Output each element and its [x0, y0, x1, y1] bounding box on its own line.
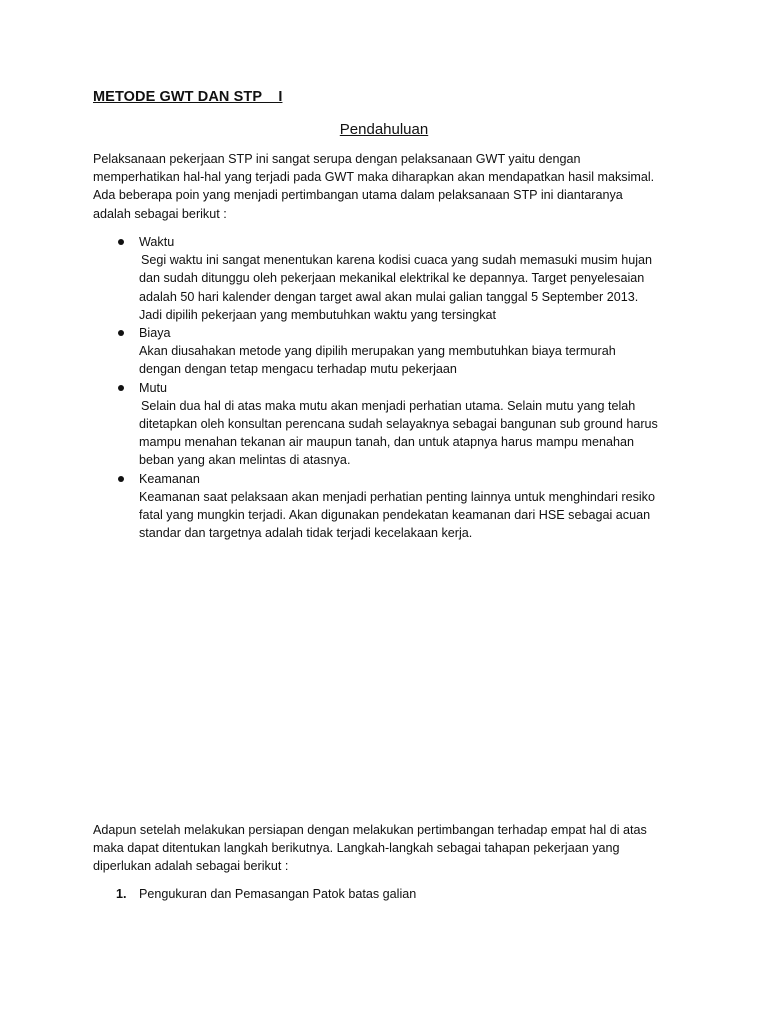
closing-line: Adapun setelah melakukan persiapan dengan melakukan pertimbangan terhadap empat hal di atas: [93, 823, 647, 837]
bullet-label: Biaya: [139, 326, 171, 340]
bullet-body: [139, 342, 699, 378]
section-heading: Pendahuluan: [339, 121, 429, 138]
bullet-line: standar dan targetnya adalah tidak terjadi kecelakaan kerja.: [139, 526, 473, 541]
bullet-label: Mutu: [139, 380, 167, 395]
intro-line: Pelaksanaan pekerjaan STP ini sangat serupa dengan pelaksanaan GWT yaitu dengan: [93, 152, 581, 166]
bullet-icon: [118, 385, 124, 391]
bullet-line: adalah 50 hari kalender dengan target awal akan mulai galian tanggal 5 September 2013.: [139, 289, 639, 304]
bullet-line: Segi waktu ini sangat menentukan karena kodisi cuaca yang sudah memasuki musim hujan: [141, 253, 653, 268]
bullet-item-keamanan: [0, 470, 768, 543]
bullet-line: dan sudah ditunggu oleh pekerjaan mekanikal elektrikal ke depannya. Target penyelesaian: [139, 271, 645, 286]
closing-line: maka dapat ditentukan langkah berikutnya. Langkah-langkah sebagai tahapan pekerjaan yang: [93, 841, 620, 856]
document-title: METODE GWT DAN STP I: [93, 89, 283, 105]
bullet-line: mampu menahan tekanan air maupun tanah, dan untuk atapnya harus mampu menahan: [139, 435, 634, 450]
bullet-icon: [118, 476, 124, 482]
bullet-icon: [118, 239, 124, 245]
bullet-line: fatal yang mungkin terjadi. Akan digunakan pendekatan keamanan dari HSE sebagai acuan: [139, 507, 651, 522]
bullet-icon: [118, 330, 124, 336]
bullet-line: Jadi dipilih pekerjaan yang membutuhkan waktu yang tersingkat: [139, 307, 497, 322]
bullet-line: Keamanan saat pelaksaan akan menjadi perhatian penting lainnya untuk menghindari resiko: [139, 489, 655, 504]
bullet-item-mutu: [0, 379, 768, 470]
bullet-body: [139, 488, 699, 543]
intro-line: Ada beberapa poin yang menjadi pertimbangan utama dalam pelaksanaan STP ini diantaranya: [93, 188, 623, 203]
bullet-line: Selain dua hal di atas maka mutu akan menjadi perhatian utama. Selain mutu yang telah: [141, 398, 636, 413]
bullet-line: ditetapkan oleh konsultan perencana sudah selayaknya sebagai bangunan sub ground harus: [139, 416, 658, 431]
bullet-body: [139, 397, 699, 470]
intro-line: adalah sebagai berikut :: [93, 206, 227, 221]
bullet-label: Keamanan: [139, 471, 200, 486]
bullet-line: beban yang akan melintas di atasnya.: [139, 453, 351, 468]
intro-line: memperhatikan hal-hal yang terjadi pada GWT maka diharapkan akan mendapatkan hasil maksimal.: [93, 170, 655, 185]
bullet-item-biaya: [0, 324, 768, 379]
bullet-label: Waktu: [139, 235, 175, 249]
intro-paragraph: [93, 150, 683, 223]
bullet-list: [0, 233, 768, 542]
bullet-item-waktu: [0, 233, 768, 324]
list-number: 1.: [116, 887, 127, 901]
closing-line: diperlukan adalah sebagai berikut :: [93, 859, 289, 874]
closing-paragraph: [93, 821, 683, 876]
numbered-item-label: Pengukuran dan Pemasangan Patok batas galian: [139, 887, 417, 901]
bullet-line: dengan dengan tetap mengacu terhadap mutu pekerjaan: [139, 362, 457, 377]
bullet-line: Akan diusahakan metode yang dipilih merupakan yang membutuhkan biaya termurah: [139, 344, 616, 359]
bullet-body: [139, 251, 699, 324]
numbered-list: [0, 885, 768, 903]
numbered-item: [0, 885, 768, 903]
